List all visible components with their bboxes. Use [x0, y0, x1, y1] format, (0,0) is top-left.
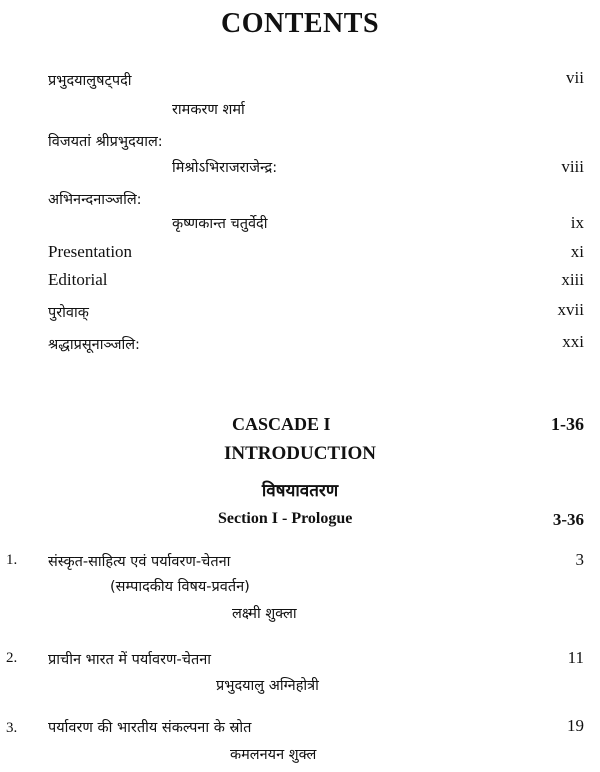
chapter-page: 11 [567, 648, 584, 667]
toc-entry-title: Presentation [48, 242, 133, 261]
toc-entry-page: xvii [557, 300, 584, 319]
toc-entry-author: रामकरण शर्मा [172, 102, 245, 118]
cascade-pages: 1-36 [551, 414, 584, 434]
cascade-subtitle-hindi: विषयावतरण [261, 481, 339, 501]
toc-entry-title: प्रभुदयालुषट्पदी [48, 73, 132, 89]
chapter-title: प्राचीन भारत में पर्यावरण-चेतना [48, 652, 212, 668]
chapter-page: 19 [567, 716, 584, 735]
chapter-author: कमलनयन शुक्ल [230, 747, 317, 763]
chapter-number: 1. [6, 552, 18, 568]
section-title: Section I - Prologue [218, 510, 353, 527]
toc-entry-page: xiii [561, 270, 584, 289]
toc-entry-author: मिश्रोऽभिराजराजेन्द्र: [172, 160, 278, 176]
chapter-author: प्रभुदयालु अग्निहोत्री [216, 678, 319, 694]
toc-entry-title: पुरोवाक् [48, 305, 89, 321]
chapter-title: संस्कृत-साहित्य एवं पर्यावरण-चेतना [48, 554, 231, 570]
cascade-title: CASCADE I [232, 414, 331, 434]
chapter-title: पर्यावरण की भारतीय संकल्पना के स्रोत [48, 720, 252, 736]
toc-entry-page: ix [570, 213, 584, 232]
chapter-note: (सम्पादकीय विषय-प्रवर्तन) [110, 579, 250, 595]
chapter-number: 2. [6, 650, 18, 666]
chapter-page: 3 [575, 550, 584, 569]
toc-entry-author: कृष्णकान्त चतुर्वेदी [172, 216, 268, 232]
cascade-subtitle: INTRODUCTION [223, 443, 377, 464]
chapter-number: 3. [6, 720, 18, 736]
toc-entry-page: vii [566, 68, 584, 87]
chapter-author: लक्ष्मी शुक्ला [232, 606, 297, 622]
toc-entry-title: Editorial [48, 270, 108, 289]
toc-entry-title: अभिनन्दनाञ्जलि: [48, 192, 142, 208]
toc-entry-page: viii [561, 157, 584, 176]
page-title: CONTENTS [220, 8, 380, 39]
toc-entry-title: श्रद्धाप्रसूनाञ्जलि: [48, 337, 140, 353]
toc-entry-page: xi [570, 242, 584, 261]
section-pages: 3-36 [552, 510, 584, 529]
toc-entry-title: विजयतां श्रीप्रभुदयाल: [48, 134, 163, 150]
toc-entry-page: xxi [562, 332, 584, 351]
